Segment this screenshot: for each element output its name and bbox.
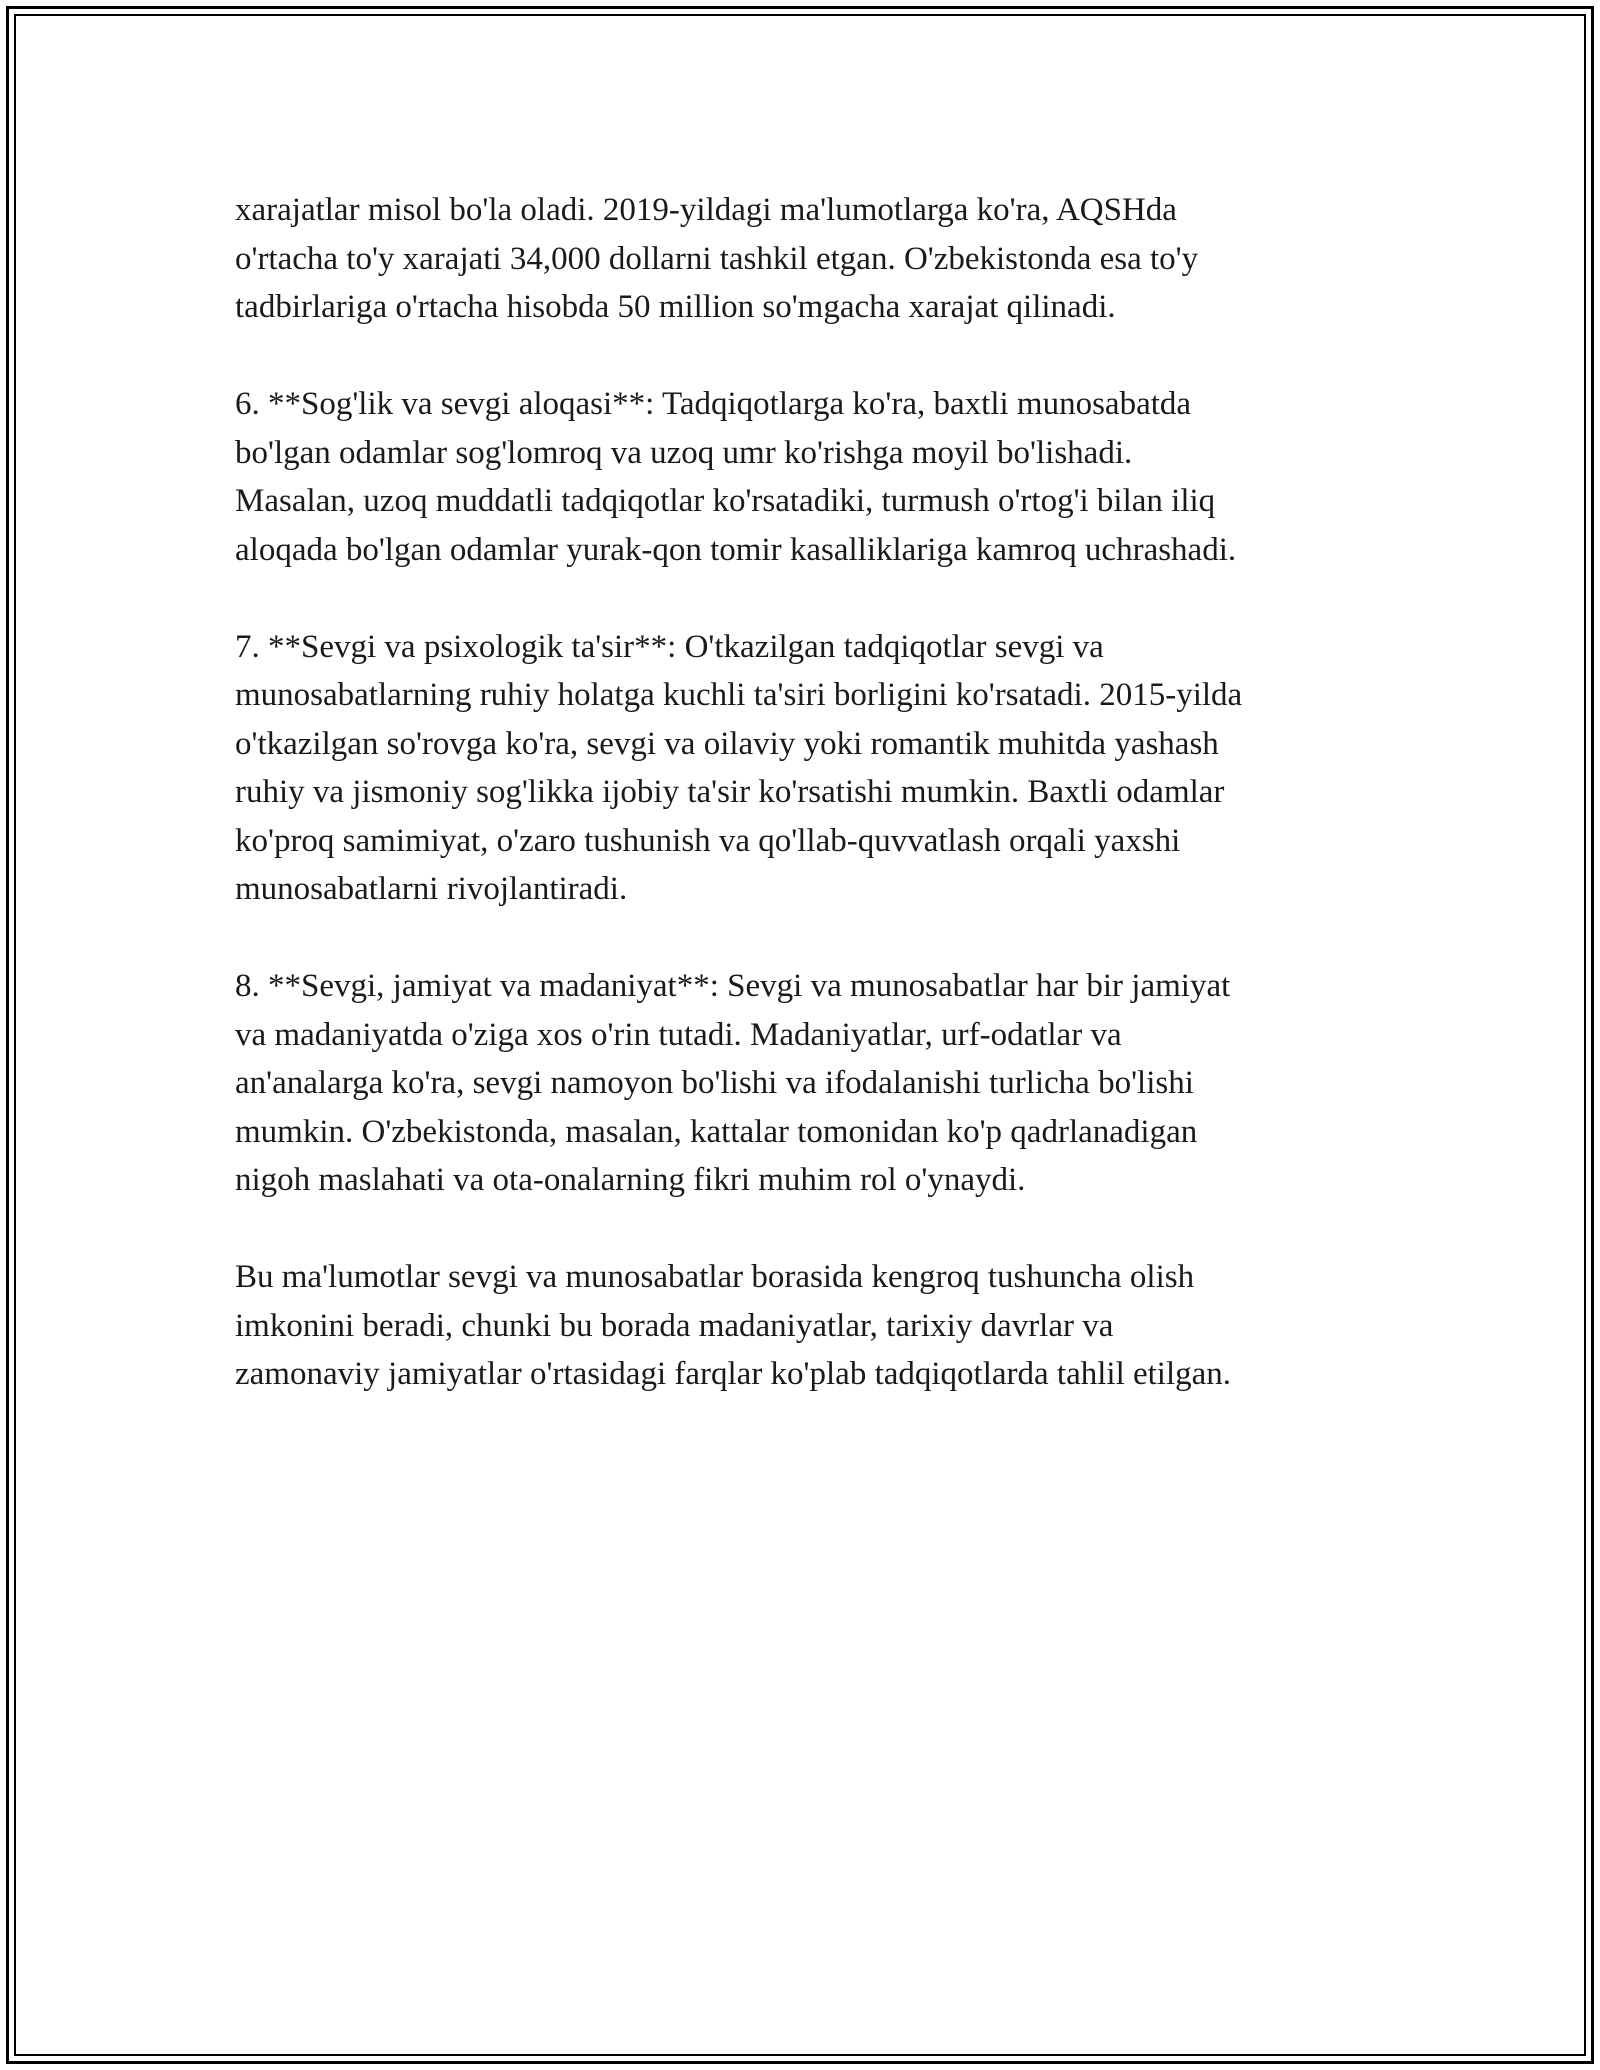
text-line: imkonini beradi, chunki bu borada madaniyatlar, tarixiy davrlar va <box>235 1307 1114 1344</box>
text-line: Masalan, uzoq muddatli tadqiqotlar ko'rsatadiki, turmush o'rtog'i bilan iliq <box>235 483 1216 519</box>
paragraph-society-and-culture <box>235 962 1370 1205</box>
paragraph-health-and-love <box>235 380 1370 574</box>
text-line: aloqada bo'lgan odamlar yurak-qon tomir kasalliklariga kamroq uchrashadi. <box>235 531 1237 568</box>
text-line: nigoh maslahati va ota-onalarning fikri muhim rol o'ynaydi. <box>235 1162 1026 1198</box>
text-line: tadbirlariga o'rtacha hisobda 50 million so'mgacha xarajat qilinadi. <box>235 289 1116 325</box>
text-line: ko'proq samimiyat, o'zaro tushunish va qo'llab-quvvatlash orqali yaxshi <box>235 822 1181 859</box>
text-line: munosabatlarni rivojlantiradi. <box>235 871 628 907</box>
text-line: ruhiy va jismoniy sog'likka ijobiy ta'sir ko'rsatishi mumkin. Baxtli odamlar <box>235 774 1225 810</box>
text-line: mumkin. O'zbekistonda, masalan, kattalar tomonidan ko'p qadrlanadigan <box>235 1113 1198 1150</box>
paragraph-conclusion <box>235 1253 1370 1399</box>
text-line: bo'lgan odamlar sog'lomroq va uzoq umr ko'rishga moyil bo'lishadi. <box>235 434 1133 471</box>
text-line: zamonaviy jamiyatlar o'rtasidagi farqlar ko'plab tadqiqotlarda tahlil etilgan. <box>235 1356 1232 1392</box>
text-line: va madaniyatda o'ziga xos o'rin tutadi. Madaniyatlar, urf-odatlar va <box>235 1016 1122 1053</box>
text-line: 6. **Sog'lik va sevgi aloqasi**: Tadqiqotlarga ko'ra, baxtli munosabatda <box>235 386 1192 422</box>
paragraph-wedding-costs <box>235 186 1370 332</box>
text-line: xarajatlar misol bo'la oladi. 2019-yildagi ma'lumotlarga ko'ra, AQSHda <box>235 192 1177 228</box>
text-line: 7. **Sevgi va psixologik ta'sir**: O'tkazilgan tadqiqotlar sevgi va <box>235 628 1104 665</box>
document-body <box>235 186 1370 1399</box>
text-line: o'rtacha to'y xarajati 34,000 dollarni tashkil etgan. O'zbekistonda esa to'y <box>235 240 1199 277</box>
text-line: o'tkazilgan so'rovga ko'ra, sevgi va oilaviy yoki romantik muhitda yashash <box>235 725 1219 762</box>
paragraph-psychological-impact <box>235 623 1370 914</box>
text-line: an'analarga ko'ra, sevgi namoyon bo'lishi va ifodalanishi turlicha bo'lishi <box>235 1065 1194 1101</box>
text-line: 8. **Sevgi, jamiyat va madaniyat**: Sevgi va munosabatlar har bir jamiyat <box>235 968 1231 1004</box>
text-line: munosabatlarning ruhiy holatga kuchli ta'siri borligini ko'rsatadi. 2015-yilda <box>235 677 1243 713</box>
text-line: Bu ma'lumotlar sevgi va munosabatlar borasida kengroq tushuncha olish <box>235 1259 1195 1295</box>
